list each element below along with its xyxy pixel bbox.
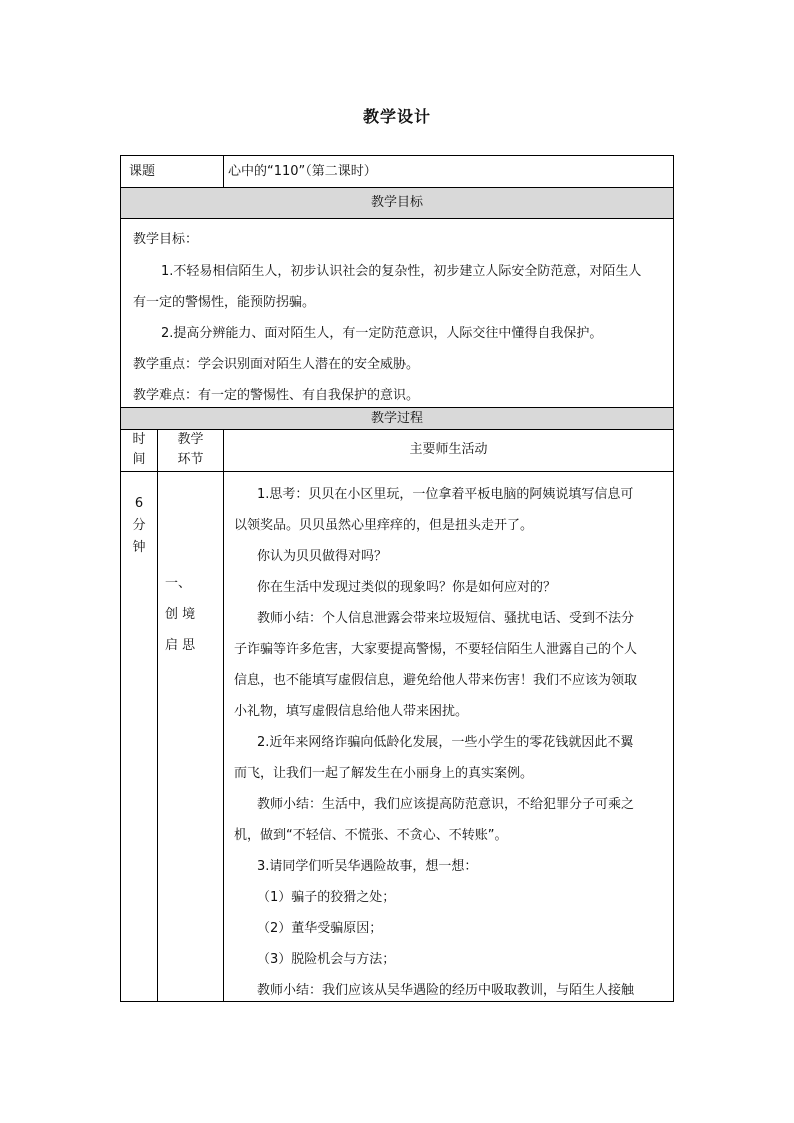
objectives-heading: 教学目标 (370, 195, 423, 210)
activity-cell (224, 156, 673, 1002)
stage-cell: 启 思 (165, 638, 196, 653)
activity-line: 1.思考：贝贝在小区里玩，一位拿着平板电脑的阿姨说填写信息可 (257, 487, 634, 502)
activity-line: 你认为贝贝做得对吗？ (257, 549, 388, 564)
activity-line: 教师小结：我们应该从吴华遇险的经历中吸取教训，与陌生人接触 (257, 983, 635, 998)
activity-line: （2）董华受骗原因； (257, 921, 383, 936)
time-cell: 分 (132, 518, 146, 533)
stage-cell: 创 境 (165, 607, 196, 622)
process-heading: 教学过程 (370, 411, 423, 426)
document-title: 教学设计 (362, 107, 431, 126)
activity-line: 信息，也不能填写虚假信息，避免给他人带来伤害！我们不应该为领取 (234, 673, 638, 688)
time-cell: 6 (134, 496, 144, 511)
activity-line: 你在生活中发现过类似的现象吗？你是如何应对的？ (257, 580, 557, 595)
lesson-label: 课题 (129, 164, 156, 179)
time-cell: 钟 (132, 540, 146, 555)
activity-line: （3）脱险机会与方法； (257, 952, 396, 967)
col-header-time: 时 (132, 432, 146, 447)
lesson-title: 心中的“110”（第二课时） (228, 164, 377, 179)
lesson-plan-table (120, 155, 674, 1002)
objectives-line: 2.提高分辨能力、面对陌生人，有一定防范意识，人际交往中懂得自我保护。 (161, 326, 603, 341)
activity-line: 小礼物，填写虚假信息给他人带来困扰。 (234, 704, 469, 719)
col-header-time: 间 (132, 452, 146, 467)
activity-line: 教师小结：个人信息泄露会带来垃圾短信、骚扰电话、受到不法分 (257, 611, 635, 626)
activity-line: 而飞，让我们一起了解发生在小丽身上的真实案例。 (234, 766, 534, 781)
activity-line: （1）骗子的狡猾之处； (257, 890, 396, 905)
activity-line: 2.近年来网络诈骗向低龄化发展，一些小学生的零花钱就因此不翼 (257, 735, 634, 750)
col-divider (157, 429, 158, 1002)
objectives-line: 1.不轻易相信陌生人，初步认识社会的复杂性，初步建立人际安全防范意，对陌生人 (161, 264, 642, 279)
activity-line: 子诈骗等许多危害，大家要提高警惕，不要轻信陌生人泄露自己的个人 (234, 642, 638, 657)
col-header-stage: 环节 (177, 452, 204, 467)
objectives-line: 教学目标： (133, 232, 199, 247)
difficulty-line: 教学难点：有一定的警惕性、有自我保护的意识。 (133, 388, 420, 403)
col-header-stage: 教学 (177, 432, 204, 447)
activity-line: 教师小结：生活中，我们应该提高防范意识，不给犯罪分子可乘之 (257, 797, 635, 812)
activity-line: 以领奖品。贝贝虽然心里痒痒的，但是扭头走开了。 (234, 518, 534, 533)
activity-line: 机，做到“不轻信、不慌张、不贪心、不转账”。 (234, 828, 508, 843)
activity-line: 3.请同学们听吴华遇险故事，想一想： (257, 859, 478, 874)
col-header-activity: 主要师生活动 (409, 442, 488, 457)
key-point-line: 教学重点：学会识别面对陌生人潜在的安全威胁。 (133, 357, 420, 372)
stage-cell: 一、 (165, 576, 192, 591)
objectives-line: 有一定的警惕性，能预防拐骗。 (133, 295, 316, 310)
